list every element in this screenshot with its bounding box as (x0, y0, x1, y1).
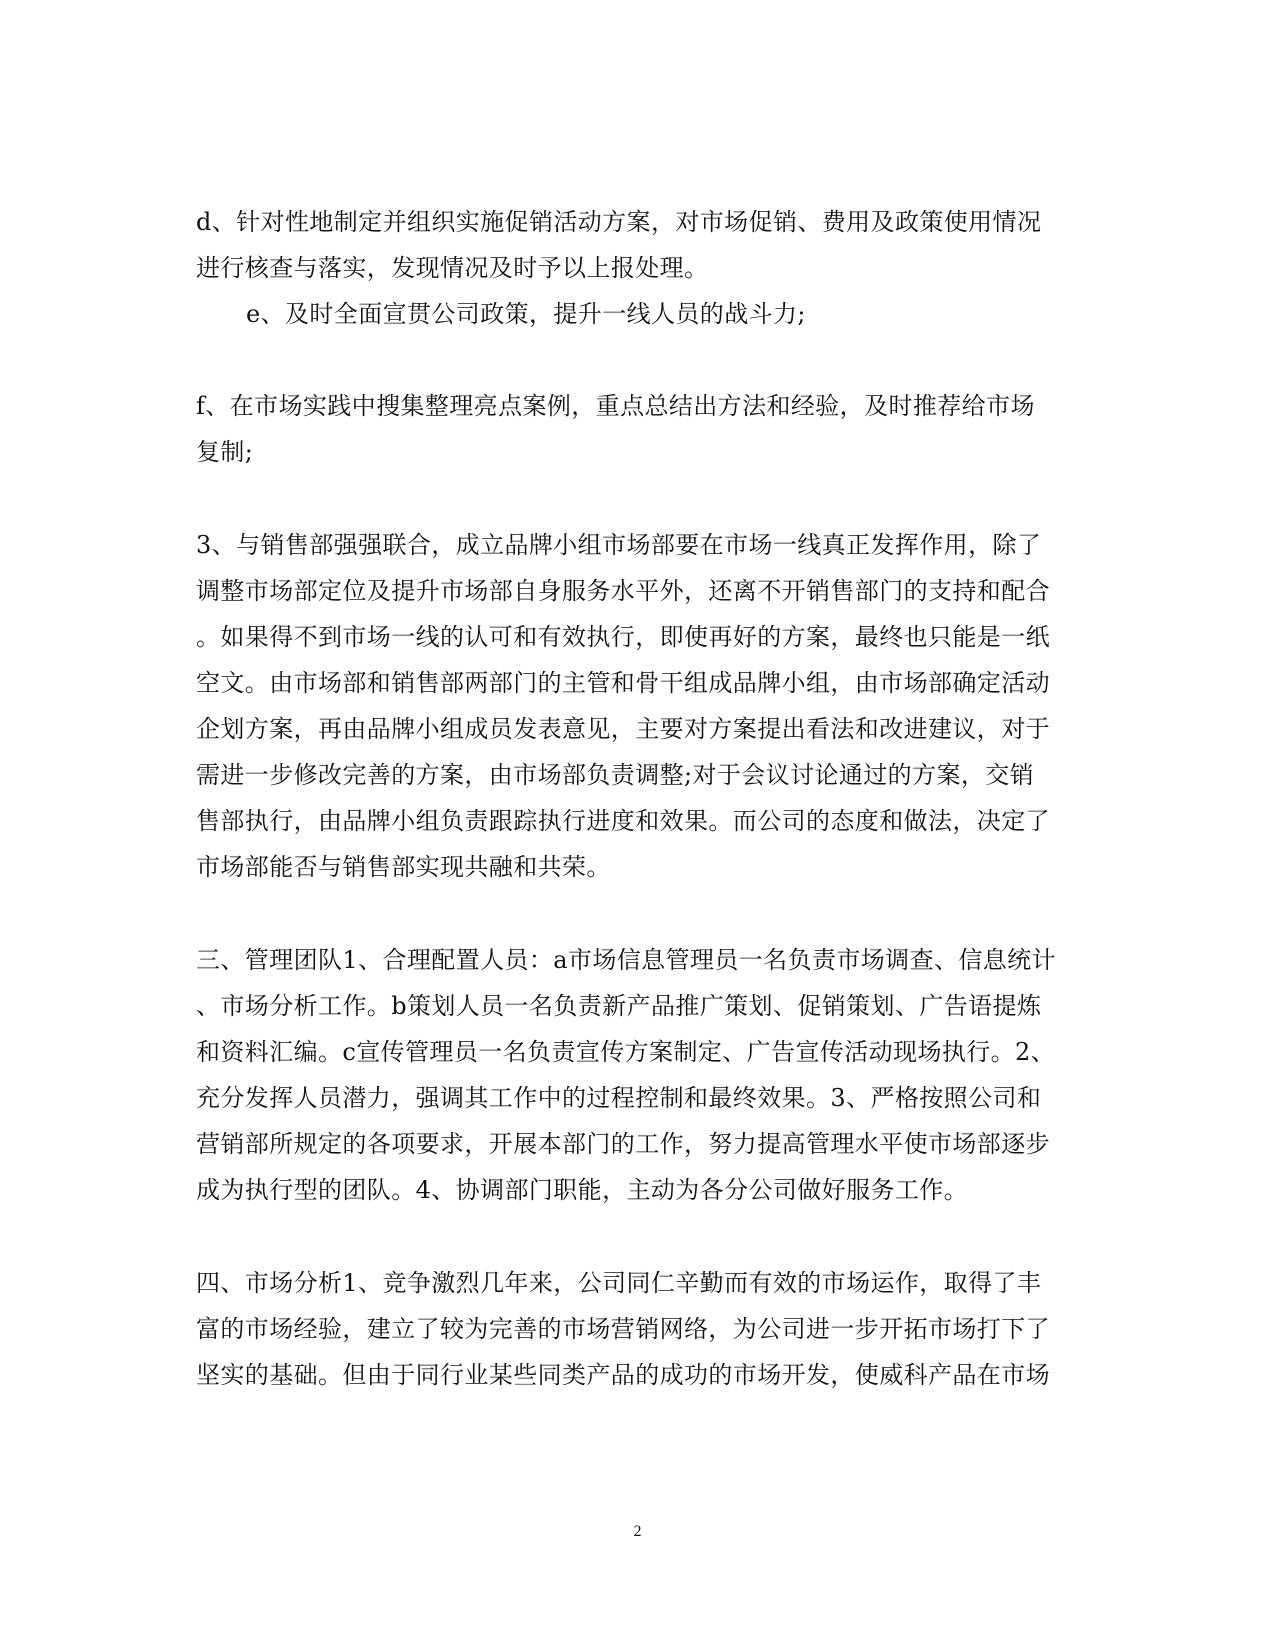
text-line: d、针对性地制定并组织实施促销活动方案，对市场促销、费用及政策使用情况 (196, 208, 1042, 236)
text-line: 富的市场经验，建立了较为完善的市场营销网络，为公司进一步开拓市场打下了 (196, 1315, 1050, 1343)
text-line: f、在市场实践中搜集整理亮点案例，重点总结出方法和经验，及时推荐给市场 (196, 392, 1035, 420)
text-line: 和资料汇编。c宣传管理员一名负责宣传方案制定、广告宣传活动现场执行。2、 (196, 1038, 1056, 1066)
text-line: 售部执行，由品牌小组负责跟踪执行进度和效果。而公司的态度和做法，决定了 (196, 807, 1050, 835)
text-line: 需进一步修改完善的方案，由市场部负责调整;对于会议讨论通过的方案，交销 (196, 761, 1035, 789)
text-line: 、市场分析工作。b策划人员一名负责新产品推广策划、促销策划、广告语提炼 (196, 992, 1042, 1020)
text-line: 3、与销售部强强联合，成立品牌小组市场部要在市场一线真正发挥作用，除了 (196, 531, 1042, 559)
text-line: 复制; (196, 438, 254, 466)
text-line: 企划方案，再由品牌小组成员发表意见，主要对方案提出看法和改进建议，对于 (196, 715, 1050, 743)
text-line: 充分发挥人员潜力，强调其工作中的过程控制和最终效果。3、严格按照公司和 (196, 1084, 1042, 1112)
text-line: 成为执行型的团队。4、协调部门职能，主动为各分公司做好服务工作。 (196, 1176, 969, 1204)
page-number: 2 (633, 1523, 642, 1540)
text-line: 调整市场部定位及提升市场部自身服务水平外，还离不开销售部门的支持和配合 (196, 577, 1050, 605)
text-line: 进行核查与落实，发现情况及时予以上报处理。 (196, 254, 709, 282)
text-line: e、及时全面宣贯公司政策，提升一线人员的战斗力; (246, 300, 806, 328)
text-line: 营销部所规定的各项要求，开展本部门的工作，努力提高管理水平使市场部逐步 (196, 1130, 1050, 1158)
text-line: 市场部能否与销售部实现共融和共荣。 (196, 853, 611, 881)
text-line: 四、市场分析1、竞争激烈几年来，公司同仁辛勤而有效的市场运作，取得了丰 (196, 1269, 1042, 1297)
text-line: 空文。由市场部和销售部两部门的主管和骨干组成品牌小组，由市场部确定活动 (196, 669, 1050, 697)
text-line: 。如果得不到市场一线的认可和有效执行，即使再好的方案，最终也只能是一纸 (196, 623, 1050, 651)
text-line: 坚实的基础。但由于同行业某些同类产品的成功的市场开发，使威科产品在市场 (196, 1361, 1050, 1389)
text-line: 三、管理团队1、合理配置人员：a市场信息管理员一名负责市场调查、信息统计 (196, 946, 1056, 974)
